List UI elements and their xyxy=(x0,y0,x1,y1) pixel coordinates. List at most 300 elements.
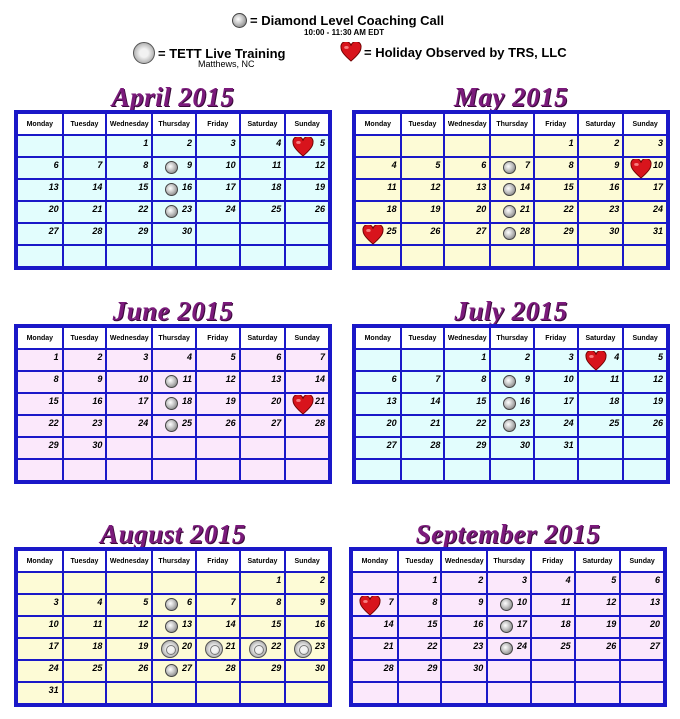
day-number: 24 xyxy=(48,663,59,673)
day-cell xyxy=(106,371,152,393)
diamond-icon xyxy=(165,397,178,410)
day-number: 31 xyxy=(652,226,663,236)
day-cell xyxy=(152,393,196,415)
day-cell xyxy=(240,616,286,638)
week-row xyxy=(17,638,329,660)
day-cell xyxy=(63,682,107,704)
day-cell xyxy=(401,135,445,157)
weekday-header-row xyxy=(355,113,667,135)
week-row xyxy=(352,594,664,616)
week-row xyxy=(17,245,329,267)
day-cell xyxy=(152,245,196,267)
day-number: 12 xyxy=(225,374,236,384)
day-cell xyxy=(444,349,490,371)
day-number: 12 xyxy=(430,182,441,192)
day-number: 16 xyxy=(520,396,531,406)
day-cell xyxy=(355,179,401,201)
day-cell xyxy=(401,201,445,223)
week-row xyxy=(17,349,329,371)
day-number: 11 xyxy=(93,619,103,629)
weekday-header-row xyxy=(17,113,329,135)
day-number: 21 xyxy=(225,641,236,651)
day-cell xyxy=(444,223,490,245)
day-number: 8 xyxy=(276,597,282,607)
weekday-header: Saturday xyxy=(240,550,286,572)
calendar-grid xyxy=(14,324,332,484)
day-number: 20 xyxy=(476,204,487,214)
day-cell xyxy=(17,459,63,481)
day-cell xyxy=(441,594,487,616)
day-cell xyxy=(63,179,107,201)
day-number: 14 xyxy=(520,182,531,192)
weekday-header: Monday xyxy=(17,327,63,349)
day-cell xyxy=(196,223,240,245)
weekday-header: Thursday xyxy=(490,113,534,135)
calendar-table xyxy=(351,549,665,705)
day-number: 15 xyxy=(563,182,574,192)
day-cell xyxy=(620,572,664,594)
weekday-header: Thursday xyxy=(152,113,196,135)
day-number: 19 xyxy=(606,619,617,629)
weekday-header: Sunday xyxy=(285,550,329,572)
day-cell xyxy=(444,459,490,481)
weekday-header: Wednesday xyxy=(444,113,490,135)
day-number: 9 xyxy=(319,597,325,607)
day-cell xyxy=(623,437,667,459)
day-number: 27 xyxy=(48,226,59,236)
day-cell xyxy=(534,437,578,459)
day-cell xyxy=(240,638,286,660)
day-cell xyxy=(620,638,664,660)
day-cell xyxy=(355,415,401,437)
day-cell xyxy=(441,682,487,704)
day-number: 26 xyxy=(225,418,236,428)
day-cell xyxy=(240,201,286,223)
day-cell xyxy=(285,223,329,245)
day-number: 9 xyxy=(97,374,103,384)
day-cell xyxy=(63,223,107,245)
day-number: 5 xyxy=(435,160,441,170)
day-number: 19 xyxy=(225,396,236,406)
day-cell xyxy=(152,638,196,660)
day-number: 27 xyxy=(476,226,487,236)
day-cell xyxy=(490,179,534,201)
day-number: 6 xyxy=(481,160,487,170)
day-number: 26 xyxy=(430,226,441,236)
weekday-header: Tuesday xyxy=(401,327,445,349)
day-number: 26 xyxy=(138,663,149,673)
day-number: 8 xyxy=(143,160,149,170)
day-cell xyxy=(240,371,286,393)
day-cell xyxy=(531,616,575,638)
day-number: 29 xyxy=(563,226,574,236)
day-number: 29 xyxy=(271,663,282,673)
day-number: 5 xyxy=(657,352,663,362)
day-number: 10 xyxy=(563,374,574,384)
day-number: 13 xyxy=(48,182,59,192)
weekday-header: Friday xyxy=(534,327,578,349)
day-number: 25 xyxy=(386,226,397,236)
day-cell xyxy=(534,223,578,245)
day-cell xyxy=(17,572,63,594)
day-number: 20 xyxy=(271,396,282,406)
day-cell xyxy=(620,660,664,682)
day-cell xyxy=(152,660,196,682)
day-number: 25 xyxy=(182,418,193,428)
day-number: 20 xyxy=(182,641,193,651)
weekday-header-row xyxy=(352,550,664,572)
day-cell xyxy=(17,157,63,179)
day-cell xyxy=(487,638,531,660)
day-cell xyxy=(152,179,196,201)
day-cell xyxy=(401,415,445,437)
week-row xyxy=(355,245,667,267)
day-number: 4 xyxy=(187,352,193,362)
day-cell xyxy=(352,682,398,704)
week-row xyxy=(17,682,329,704)
day-number: 4 xyxy=(614,352,620,362)
day-cell xyxy=(106,660,152,682)
day-cell xyxy=(106,349,152,371)
day-number: 17 xyxy=(517,619,528,629)
day-number: 20 xyxy=(386,418,397,428)
week-row xyxy=(352,616,664,638)
day-cell xyxy=(623,415,667,437)
week-row xyxy=(17,393,329,415)
day-number: 29 xyxy=(427,663,438,673)
day-number: 13 xyxy=(271,374,282,384)
day-cell xyxy=(623,349,667,371)
day-number: 1 xyxy=(53,352,59,362)
day-number: 24 xyxy=(138,418,149,428)
day-number: 4 xyxy=(97,597,103,607)
day-cell xyxy=(152,459,196,481)
diamond-icon xyxy=(503,375,516,388)
day-number: 3 xyxy=(657,138,663,148)
heart-icon xyxy=(340,42,362,62)
day-number: 18 xyxy=(271,182,282,192)
weekday-header: Friday xyxy=(196,113,240,135)
day-cell xyxy=(63,371,107,393)
week-row xyxy=(355,135,667,157)
day-cell xyxy=(196,682,240,704)
day-cell xyxy=(352,572,398,594)
day-cell xyxy=(531,660,575,682)
day-number: 25 xyxy=(609,418,620,428)
weekday-header: Monday xyxy=(17,550,63,572)
diamond-icon xyxy=(165,598,178,611)
weekday-header-row xyxy=(355,327,667,349)
heart-icon xyxy=(585,351,607,371)
day-number: 15 xyxy=(48,396,59,406)
day-cell xyxy=(575,682,621,704)
day-number: 11 xyxy=(271,160,282,170)
day-number: 28 xyxy=(92,226,103,236)
day-number: 30 xyxy=(182,226,193,236)
day-cell xyxy=(490,459,534,481)
day-cell xyxy=(17,135,63,157)
day-cell xyxy=(578,201,624,223)
day-cell xyxy=(490,223,534,245)
tett-icon xyxy=(205,640,223,658)
day-number: 28 xyxy=(383,663,394,673)
weekday-header: Friday xyxy=(196,327,240,349)
diamond-icon xyxy=(500,620,513,633)
day-cell xyxy=(578,349,624,371)
day-cell xyxy=(63,393,107,415)
day-number: 18 xyxy=(92,641,103,651)
day-number: 10 xyxy=(652,160,663,170)
calendar-grid xyxy=(14,547,332,707)
weekday-header: Tuesday xyxy=(63,550,107,572)
day-number: 14 xyxy=(430,396,441,406)
day-cell xyxy=(240,437,286,459)
day-cell xyxy=(534,179,578,201)
day-cell xyxy=(355,437,401,459)
day-number: 17 xyxy=(138,396,149,406)
day-number: 30 xyxy=(520,440,531,450)
day-number: 30 xyxy=(92,440,103,450)
day-cell xyxy=(490,201,534,223)
day-cell xyxy=(152,682,196,704)
day-number: 16 xyxy=(609,182,620,192)
weekday-header-row xyxy=(17,327,329,349)
day-cell xyxy=(623,135,667,157)
day-cell xyxy=(17,682,63,704)
day-cell xyxy=(17,594,63,616)
day-cell xyxy=(578,135,624,157)
day-number: 17 xyxy=(48,641,59,651)
day-cell xyxy=(534,157,578,179)
day-cell xyxy=(285,594,329,616)
weekday-header: Monday xyxy=(355,113,401,135)
calendar-grid xyxy=(349,547,667,707)
day-cell xyxy=(63,572,107,594)
weekday-header: Tuesday xyxy=(401,113,445,135)
day-number: 11 xyxy=(561,597,571,607)
day-cell xyxy=(578,437,624,459)
day-cell xyxy=(355,223,401,245)
day-number: 7 xyxy=(319,352,325,362)
day-cell xyxy=(531,638,575,660)
day-cell xyxy=(196,135,240,157)
day-cell xyxy=(401,157,445,179)
weekday-header: Sunday xyxy=(620,550,664,572)
day-number: 23 xyxy=(520,418,531,428)
day-cell xyxy=(487,572,531,594)
day-number: 16 xyxy=(182,182,193,192)
day-cell xyxy=(196,349,240,371)
day-number: 10 xyxy=(138,374,149,384)
day-cell xyxy=(401,437,445,459)
day-cell xyxy=(285,179,329,201)
day-number: 19 xyxy=(430,204,441,214)
day-number: 8 xyxy=(481,374,487,384)
legend-holiday xyxy=(340,42,567,62)
day-number: 21 xyxy=(92,204,103,214)
day-number: 16 xyxy=(314,619,325,629)
day-number: 6 xyxy=(53,160,59,170)
day-cell xyxy=(17,349,63,371)
day-cell xyxy=(240,245,286,267)
day-cell xyxy=(240,415,286,437)
day-cell xyxy=(398,572,442,594)
day-cell xyxy=(196,638,240,660)
day-cell xyxy=(17,415,63,437)
day-cell xyxy=(490,245,534,267)
weekday-header: Thursday xyxy=(490,327,534,349)
day-number: 23 xyxy=(473,641,484,651)
day-cell xyxy=(490,349,534,371)
diamond-icon xyxy=(165,183,178,196)
day-cell xyxy=(575,616,621,638)
diamond-icon xyxy=(165,161,178,174)
day-number: 30 xyxy=(473,663,484,673)
day-number: 9 xyxy=(478,597,484,607)
day-cell xyxy=(152,572,196,594)
day-cell xyxy=(196,616,240,638)
day-cell xyxy=(63,660,107,682)
week-row xyxy=(17,157,329,179)
day-cell xyxy=(17,371,63,393)
day-cell xyxy=(534,245,578,267)
day-number: 21 xyxy=(314,396,325,406)
week-row xyxy=(17,616,329,638)
day-number: 21 xyxy=(520,204,531,214)
day-number: 13 xyxy=(649,597,660,607)
day-cell xyxy=(401,245,445,267)
week-row xyxy=(355,201,667,223)
tett-icon xyxy=(249,640,267,658)
day-cell xyxy=(352,616,398,638)
day-cell xyxy=(285,459,329,481)
day-number: 10 xyxy=(48,619,59,629)
day-number: 22 xyxy=(476,418,487,428)
day-cell xyxy=(285,572,329,594)
day-number: 28 xyxy=(225,663,236,673)
day-cell xyxy=(63,459,107,481)
day-number: 14 xyxy=(225,619,236,629)
week-row xyxy=(355,223,667,245)
day-cell xyxy=(285,371,329,393)
day-number: 27 xyxy=(271,418,282,428)
day-cell xyxy=(487,682,531,704)
day-number: 21 xyxy=(383,641,394,651)
day-cell xyxy=(487,616,531,638)
day-number: 12 xyxy=(652,374,663,384)
day-cell xyxy=(578,459,624,481)
day-cell xyxy=(534,371,578,393)
day-cell xyxy=(620,616,664,638)
day-cell xyxy=(401,179,445,201)
day-number: 8 xyxy=(53,374,59,384)
day-number: 6 xyxy=(276,352,282,362)
day-cell xyxy=(285,616,329,638)
day-cell xyxy=(240,393,286,415)
week-row xyxy=(352,682,664,704)
weekday-header: Sunday xyxy=(623,113,667,135)
day-number: 10 xyxy=(517,597,528,607)
day-number: 9 xyxy=(187,160,193,170)
weekday-header: Tuesday xyxy=(398,550,442,572)
day-number: 24 xyxy=(225,204,236,214)
day-number: 7 xyxy=(97,160,103,170)
day-cell xyxy=(534,459,578,481)
week-row xyxy=(17,437,329,459)
weekday-header: Tuesday xyxy=(63,327,107,349)
weekday-header: Friday xyxy=(534,113,578,135)
day-number: 25 xyxy=(92,663,103,673)
day-cell xyxy=(531,682,575,704)
diamond-icon xyxy=(165,419,178,432)
day-number: 12 xyxy=(606,597,617,607)
week-row xyxy=(17,415,329,437)
diamond-icon xyxy=(503,161,516,174)
day-number: 12 xyxy=(138,619,149,629)
day-cell xyxy=(63,594,107,616)
diamond-legend-label: = Diamond Level Coaching Call xyxy=(250,13,444,28)
day-cell xyxy=(623,371,667,393)
week-row xyxy=(17,179,329,201)
day-cell xyxy=(401,349,445,371)
day-number: 1 xyxy=(432,575,438,585)
day-number: 13 xyxy=(386,396,397,406)
day-cell xyxy=(444,393,490,415)
day-number: 22 xyxy=(271,641,282,651)
diamond-icon xyxy=(165,375,178,388)
weekday-header: Wednesday xyxy=(106,113,152,135)
day-cell xyxy=(578,371,624,393)
day-cell xyxy=(152,616,196,638)
week-row xyxy=(355,179,667,201)
day-number: 22 xyxy=(563,204,574,214)
day-number: 16 xyxy=(473,619,484,629)
day-cell xyxy=(17,638,63,660)
heart-icon xyxy=(359,596,381,616)
day-cell xyxy=(106,201,152,223)
day-cell xyxy=(623,459,667,481)
day-cell xyxy=(106,179,152,201)
day-cell xyxy=(240,349,286,371)
day-number: 2 xyxy=(319,575,325,585)
day-cell xyxy=(196,179,240,201)
day-number: 15 xyxy=(476,396,487,406)
day-number: 2 xyxy=(187,138,193,148)
day-number: 28 xyxy=(314,418,325,428)
day-number: 16 xyxy=(92,396,103,406)
day-cell xyxy=(441,616,487,638)
day-cell xyxy=(17,245,63,267)
day-cell xyxy=(490,437,534,459)
day-number: 22 xyxy=(427,641,438,651)
day-number: 1 xyxy=(481,352,487,362)
day-cell xyxy=(152,415,196,437)
day-cell xyxy=(444,179,490,201)
weekday-header: Saturday xyxy=(578,327,624,349)
weekday-header: Wednesday xyxy=(444,327,490,349)
day-number: 17 xyxy=(225,182,236,192)
day-cell xyxy=(623,245,667,267)
day-number: 23 xyxy=(314,641,325,651)
day-number: 22 xyxy=(48,418,59,428)
day-number: 12 xyxy=(314,160,325,170)
day-cell xyxy=(152,349,196,371)
day-number: 7 xyxy=(525,160,531,170)
day-cell xyxy=(623,201,667,223)
day-cell xyxy=(623,393,667,415)
diamond-icon xyxy=(503,205,516,218)
day-cell xyxy=(620,594,664,616)
